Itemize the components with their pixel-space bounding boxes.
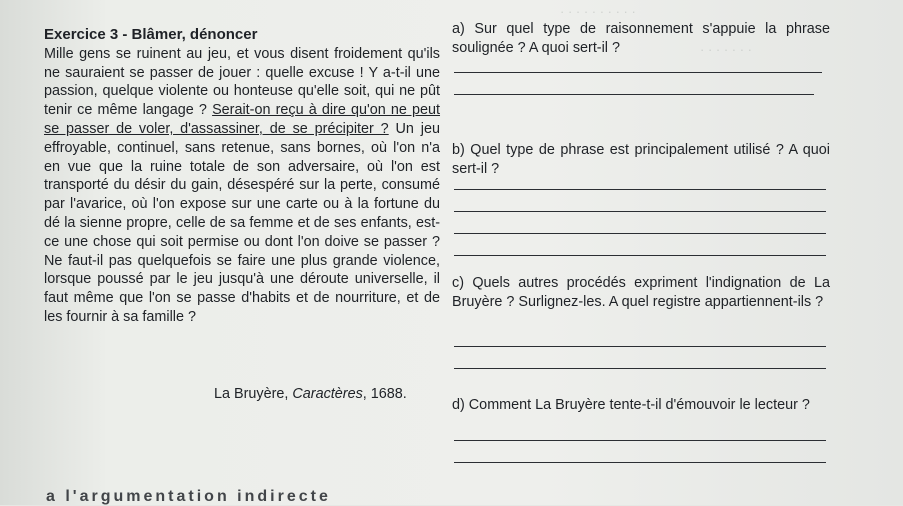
answer-line-b4[interactable] <box>454 255 826 256</box>
question-c: c) Quels autres procédés expriment l'indignation de La Bruyère ? Surlignez-les. A quel registre appartiennent-ils ? <box>452 275 830 310</box>
answer-line-a1[interactable] <box>454 72 822 73</box>
answer-line-c1[interactable] <box>454 346 826 347</box>
source-author: La Bruyère, <box>214 386 293 402</box>
show-through-text: · · · · · · · · · · <box>560 4 636 19</box>
next-section-partial-heading: a l'argumentation indirecte <box>46 488 331 505</box>
answer-line-d1[interactable] <box>454 440 826 441</box>
passage-part-1: Mille gens se ruinent au jeu, et vous disent froidement qu'ils ne sauraient se passer de jouer : quelle excuse ! Y a-t-il une passion, quelque violente ou honteuse qu'elle soit, qui ne pût tenir ce même langage ? <box>44 45 440 119</box>
answer-line-b1[interactable] <box>454 189 826 190</box>
show-through-text: · · · · · · · <box>700 42 752 57</box>
source-year: , 1688. <box>362 386 407 402</box>
question-d: d) Comment La Bruyère tente-t-il d'émouvoir le lecteur ? <box>452 397 810 413</box>
answer-line-c2[interactable] <box>454 368 826 369</box>
question-b: b) Quel type de phrase est principalement utilisé ? A quoi sert-il ? <box>452 142 830 177</box>
passage-part-3: Un jeu effroyable, continuel, sans retenue, sans bornes, où l'on n'a en vue que la ruine totale de son adversaire, où l'on est transporté du désir du gain, désespéré sur la perte, consumé par l'avarice, où l'on expose sur une carte ou à la fortune du dé la sienne propre, celle de sa femme et de ses enfants, est-ce une chose qui soit permise ou dont l'on doive se passer ? Ne faut-il pas quelquefois se faire une plus grande violence, lorsque poussé par le jeu jusqu'à une déroute universelle, il faut même que l'on se passe d'habits et de nourriture, et de les fournir à sa famille ? <box>44 120 440 325</box>
underlined-sentence: Serait-on reçu à dire qu'on ne peut se passer de voler, d'assassiner, de se précipiter ? <box>44 102 441 137</box>
passage-source <box>214 386 407 402</box>
question-a: a) Sur quel type de raisonnement s'appuie la phrase soulignée ? A quoi sert-il ? <box>452 21 830 56</box>
answer-line-b2[interactable] <box>454 211 826 212</box>
answer-line-d2[interactable] <box>454 462 826 463</box>
source-work: Caractères <box>292 386 363 402</box>
exercise-column <box>44 26 440 327</box>
exercise-title: Exercice 3 - Blâmer, dénoncer <box>44 26 258 43</box>
answer-line-a2[interactable] <box>454 94 814 95</box>
passage-text <box>44 45 440 327</box>
answer-line-b3[interactable] <box>454 233 826 234</box>
